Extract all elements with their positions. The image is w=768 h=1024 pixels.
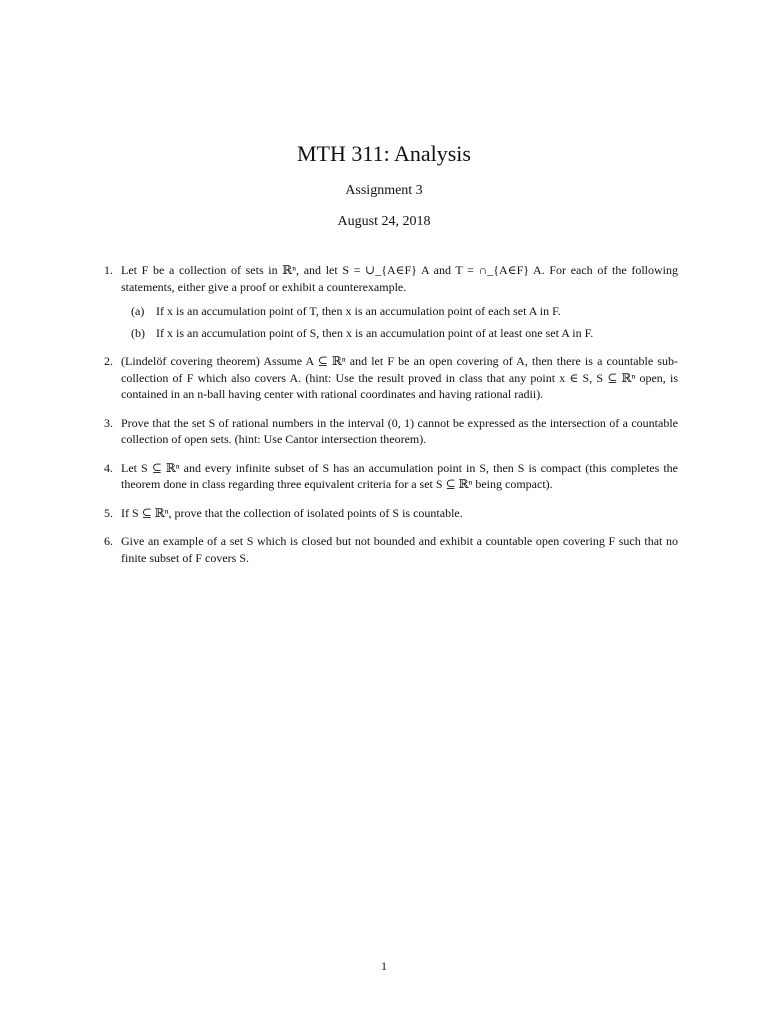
problem-text: Let S ⊆ ℝⁿ and every infinite subset of S has an accumulation point in S, then S is compact (this completes the theorem done in class regarding three equivalent criteria for a set S ⊆ ℝⁿ being compact). bbox=[121, 460, 678, 491]
problem-3 bbox=[104, 415, 678, 448]
problem-1-subitems bbox=[121, 303, 678, 341]
problem-text: Let F be a collection of sets in ℝⁿ, and let S = ∪_{A∈F} A and T = ∩_{A∈F} A. For each of the following statements, either give a proof or exhibit a counterexample. bbox=[121, 263, 678, 294]
problem-number: 6. bbox=[104, 534, 113, 548]
problem-1 bbox=[104, 262, 678, 341]
assignment-date: August 24, 2018 bbox=[337, 214, 431, 229]
problem-6 bbox=[104, 533, 678, 566]
problem-1a bbox=[131, 303, 678, 320]
problem-number: 2. bbox=[104, 354, 113, 368]
problem-number: 3. bbox=[104, 415, 113, 430]
page-title: MTH 311: Analysis bbox=[297, 141, 471, 166]
problem-4 bbox=[104, 460, 678, 493]
problem-number: 1. bbox=[104, 263, 113, 277]
problem-number: 5. bbox=[104, 505, 113, 520]
subitem-text: If x is an accumulation point of T, then x is an accumulation point of each set A in F. bbox=[156, 304, 561, 318]
assignment-subtitle: Assignment 3 bbox=[345, 183, 423, 198]
problem-2 bbox=[104, 353, 678, 403]
problem-list bbox=[104, 262, 678, 566]
problem-text: Prove that the set S of rational numbers in the interval (0, 1) cannot be expressed as the intersection of a countable collection of open sets. (hint: Use Cantor intersection theorem). bbox=[121, 415, 678, 446]
problem-number: 4. bbox=[104, 460, 113, 475]
problem-text: If S ⊆ ℝⁿ, prove that the collection of isolated points of S is countable. bbox=[121, 505, 463, 520]
subitem-label: (a) bbox=[131, 304, 145, 318]
subitem-text: If x is an accumulation point of S, then x is an accumulation point of at least one set A in F. bbox=[156, 325, 594, 340]
problem-5 bbox=[104, 505, 678, 522]
problem-1b bbox=[131, 325, 678, 342]
problem-text: Give an example of a set S which is closed but not bounded and exhibit a countable open covering F such that no finite subset of F covers S. bbox=[121, 534, 678, 565]
problem-text: (Lindelöf covering theorem) Assume A ⊆ ℝⁿ and let F be an open covering of A, then there is a countable sub-collection of F which also covers A. (hint: Use the result proved in class that any point x ∈ S, S ⊆ ℝⁿ open, is contained in an n-ball having center with rational coordinates and having rational radii). bbox=[121, 354, 678, 401]
subitem-label: (b) bbox=[131, 325, 145, 340]
page-number: 1 bbox=[381, 959, 387, 973]
